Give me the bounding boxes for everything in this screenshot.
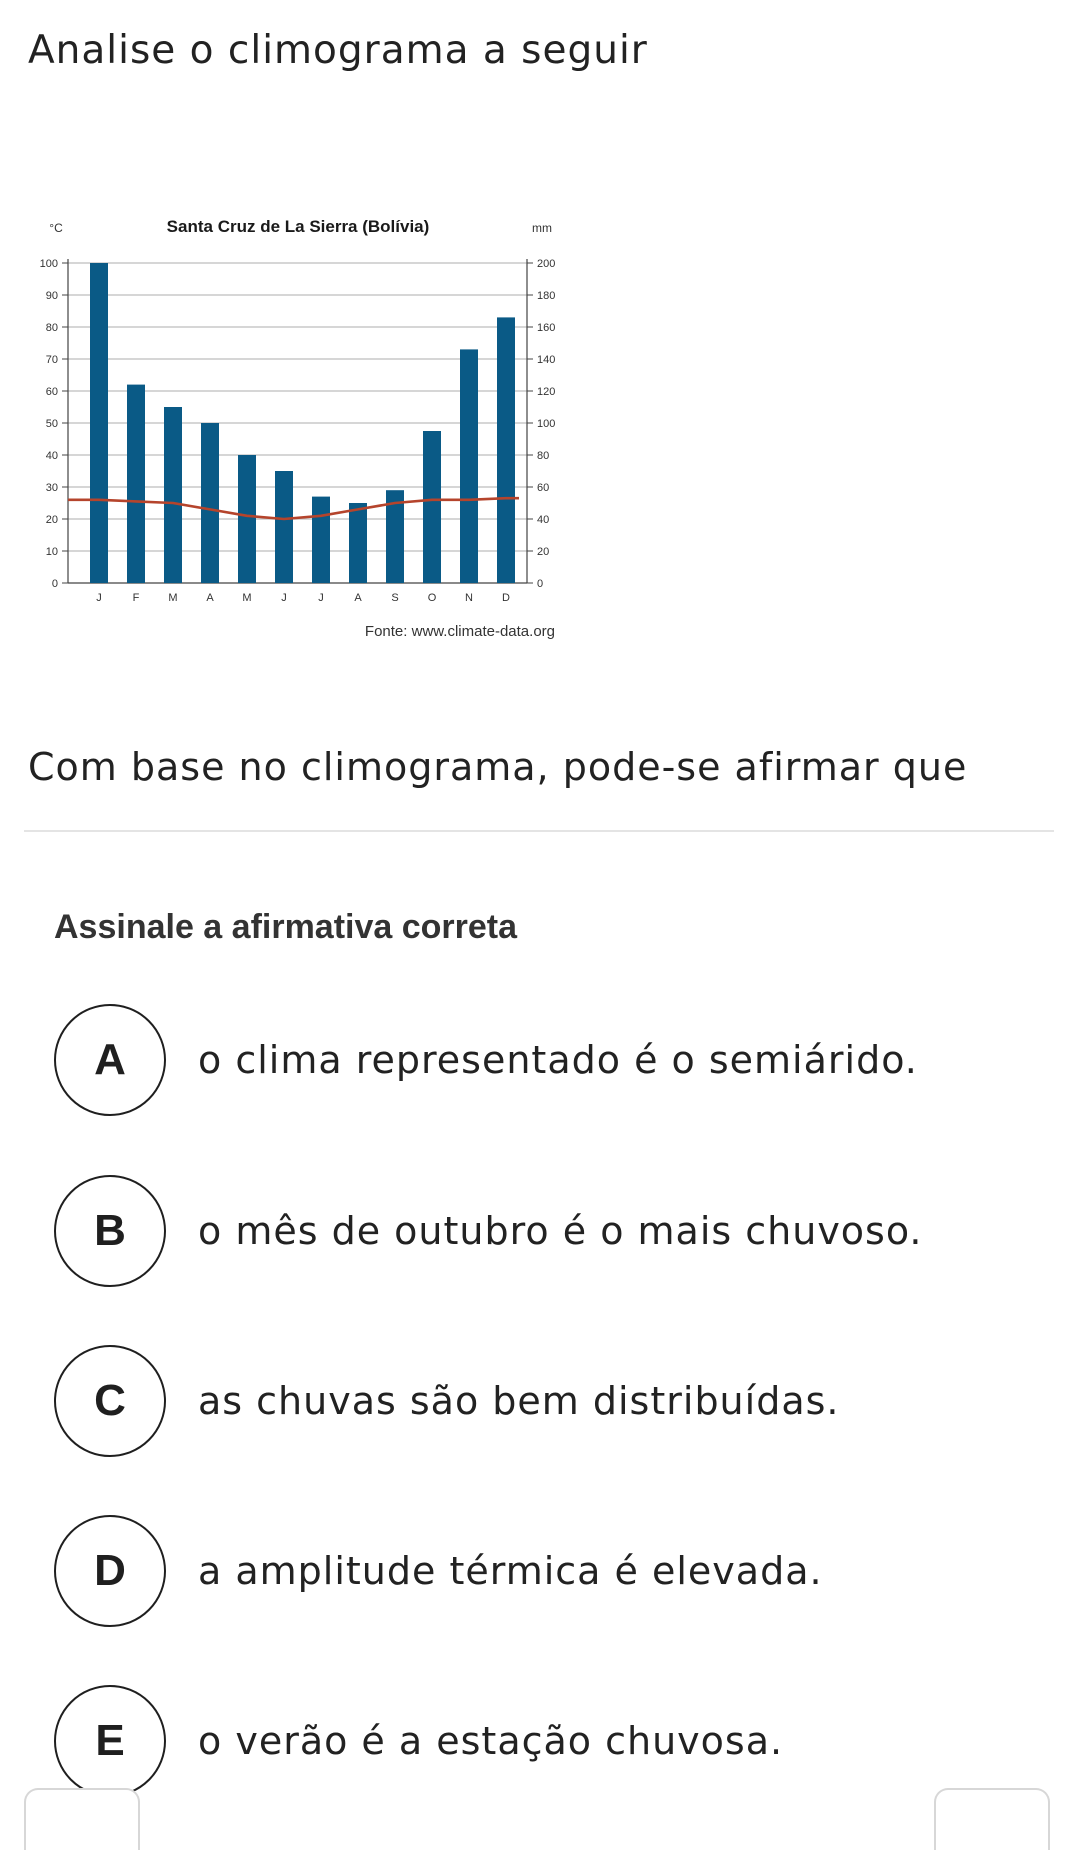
option-d[interactable] (54, 1514, 1054, 1628)
option-letter: D (54, 1515, 166, 1627)
x-tick-label: M (168, 592, 178, 604)
x-tick-label: J (318, 592, 324, 604)
right-tick-label: 0 (537, 578, 544, 590)
instruction: Assinale a afirmativa correta (54, 908, 518, 946)
right-tick-label: 80 (537, 450, 550, 462)
left-tick-label: 60 (45, 386, 58, 398)
left-tick-label: 100 (39, 258, 58, 270)
climogram-chart (30, 210, 570, 670)
right-tick-label: 100 (537, 418, 556, 430)
x-tick-label: D (502, 592, 510, 604)
x-tick-label: N (465, 592, 473, 604)
chart-source: Fonte: www.climate-data.org (364, 623, 555, 640)
next-button[interactable] (934, 1788, 1050, 1850)
right-tick-label: 60 (537, 482, 550, 494)
precipitation-bar (90, 263, 108, 583)
left-tick-label: 40 (45, 450, 58, 462)
left-tick-label: 70 (45, 354, 58, 366)
right-tick-label: 140 (537, 354, 556, 366)
option-text: o mês de outubro é o mais chuvoso. (198, 1209, 923, 1253)
right-tick-label: 120 (537, 386, 556, 398)
divider (24, 830, 1054, 832)
right-tick-label: 160 (537, 322, 556, 334)
x-tick-label: F (132, 592, 140, 604)
left-tick-label: 10 (45, 546, 58, 558)
option-b[interactable] (54, 1174, 1054, 1288)
precipitation-bar (275, 471, 293, 583)
left-tick-label: 50 (45, 418, 58, 430)
precipitation-bar (312, 497, 330, 583)
x-tick-label: J (281, 592, 287, 604)
x-tick-label: O (427, 592, 437, 604)
left-tick-label: 90 (45, 290, 58, 302)
right-axis-unit: mm (532, 221, 552, 235)
precipitation-bar (349, 503, 367, 583)
option-letter: E (54, 1685, 166, 1797)
option-text: o verão é a estação chuvosa. (198, 1719, 784, 1763)
option-letter: C (54, 1345, 166, 1457)
left-tick-label: 0 (51, 578, 58, 590)
option-text: a amplitude térmica é elevada. (198, 1549, 823, 1593)
option-c[interactable] (54, 1344, 1054, 1458)
chart-title: Santa Cruz de La Sierra (Bolívia) (166, 217, 430, 236)
previous-button[interactable] (24, 1788, 140, 1850)
x-tick-label: A (354, 592, 362, 604)
right-tick-label: 200 (537, 258, 556, 270)
option-letter: B (54, 1175, 166, 1287)
x-tick-label: J (96, 592, 102, 604)
question-text: Com base no climograma, pode-se afirmar que (28, 745, 968, 789)
precipitation-bar (164, 407, 182, 583)
x-tick-label: S (391, 592, 399, 604)
right-tick-label: 180 (537, 290, 556, 302)
option-text: o clima representado é o semiárido. (198, 1038, 918, 1082)
right-tick-label: 20 (537, 546, 550, 558)
precipitation-bar (201, 423, 219, 583)
option-letter: A (54, 1004, 166, 1116)
climogram (30, 210, 570, 670)
left-tick-label: 20 (45, 514, 58, 526)
x-tick-label: A (206, 592, 214, 604)
precipitation-bar (423, 431, 441, 583)
x-tick-label: M (242, 592, 252, 604)
precipitation-bar (127, 385, 145, 583)
precipitation-bar (238, 455, 256, 583)
left-axis-unit: °C (49, 221, 63, 235)
right-tick-label: 40 (537, 514, 550, 526)
option-a[interactable] (54, 1003, 1054, 1117)
question-title: Analise o climograma a seguir (28, 28, 648, 73)
precipitation-bar (497, 317, 515, 583)
option-text: as chuvas são bem distribuídas. (198, 1379, 840, 1423)
precipitation-bar (460, 349, 478, 583)
option-e[interactable] (54, 1684, 1054, 1798)
left-tick-label: 30 (45, 482, 58, 494)
left-tick-label: 80 (45, 322, 58, 334)
